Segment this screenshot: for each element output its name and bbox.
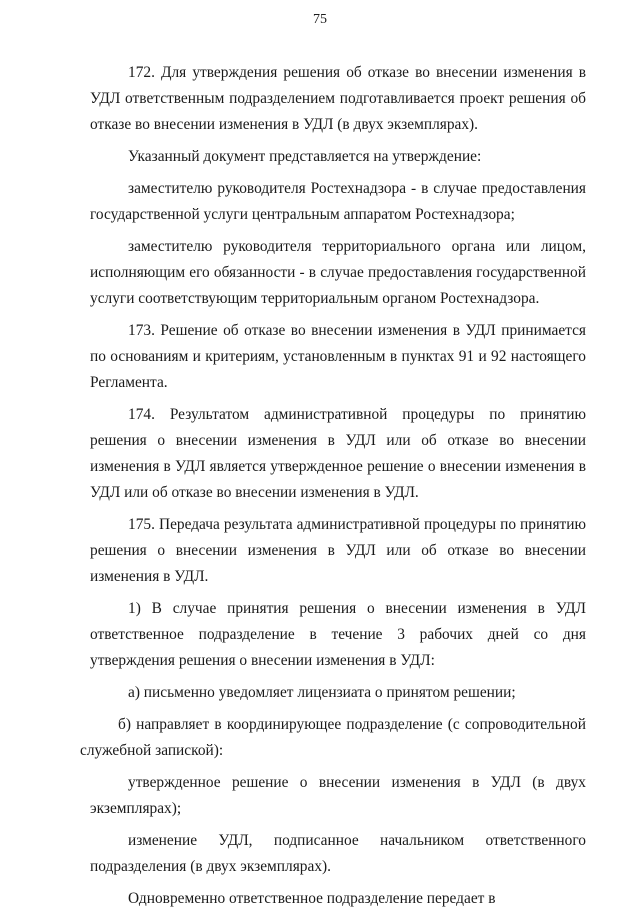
paragraph-172: 172. Для утверждения решения об отказе во внесении изменения в УДЛ ответственным подразделением подготавливается проект решения об отказе во внесении изменения в УДЛ (в двух экземплярах).: [90, 64, 586, 133]
paragraph-approved-decision: утвержденное решение о внесении изменения в УДЛ (в двух экземплярах);: [90, 774, 586, 817]
paragraph-174: 174. Результатом административной процедуры по принятию решения о внесении изменения в УДЛ или об отказе во внесении изменения в УДЛ является утвержденное решение о внесении изменения в УДЛ или об отказе во внесении изменения в УДЛ.: [90, 406, 586, 501]
document-body: [80, 60, 586, 918]
paragraph-document-approval: Указанный документ представляется на утверждение:: [128, 148, 482, 165]
paragraph-175-item-1: 1) В случае принятия решения о внесении изменения в УДЛ ответственное подразделение в течение 3 рабочих дней со дня утверждения решения о внесении изменения в УДЛ:: [90, 600, 586, 669]
paragraph-deputy-central: заместителю руководителя Ростехнадзора - в случае предоставления государственной услуги центральным аппаратом Ростехнадзора;: [90, 180, 586, 223]
paragraph-simultaneously: Одновременно ответственное подразделение передает в: [128, 890, 496, 907]
paragraph-175-item-1a: а) письменно уведомляет лицензиата о принятом решении;: [128, 684, 516, 701]
paragraph-175: 175. Передача результата административной процедуры по принятию решения о внесении изменения в УДЛ или об отказе во внесении изменения в УДЛ.: [90, 516, 586, 585]
paragraph-175-item-1b: б) направляет в координирующее подразделение (с сопроводительной служебной запиской):: [80, 716, 586, 759]
paragraph-change-udl: изменение УДЛ, подписанное начальником ответственного подразделения (в двух экземплярах).: [90, 832, 586, 875]
paragraph-173: 173. Решение об отказе во внесении изменения в УДЛ принимается по основаниям и критериям, установленным в пунктах 91 и 92 настоящего Регламента.: [90, 322, 586, 391]
page-number: 75: [313, 12, 327, 27]
paragraph-deputy-territorial: заместителю руководителя территориального органа или лицом, исполняющим его обязанности - в случае предоставления государственной услуги соответствующим территориальным органом Ростехнадзора.: [90, 238, 586, 307]
